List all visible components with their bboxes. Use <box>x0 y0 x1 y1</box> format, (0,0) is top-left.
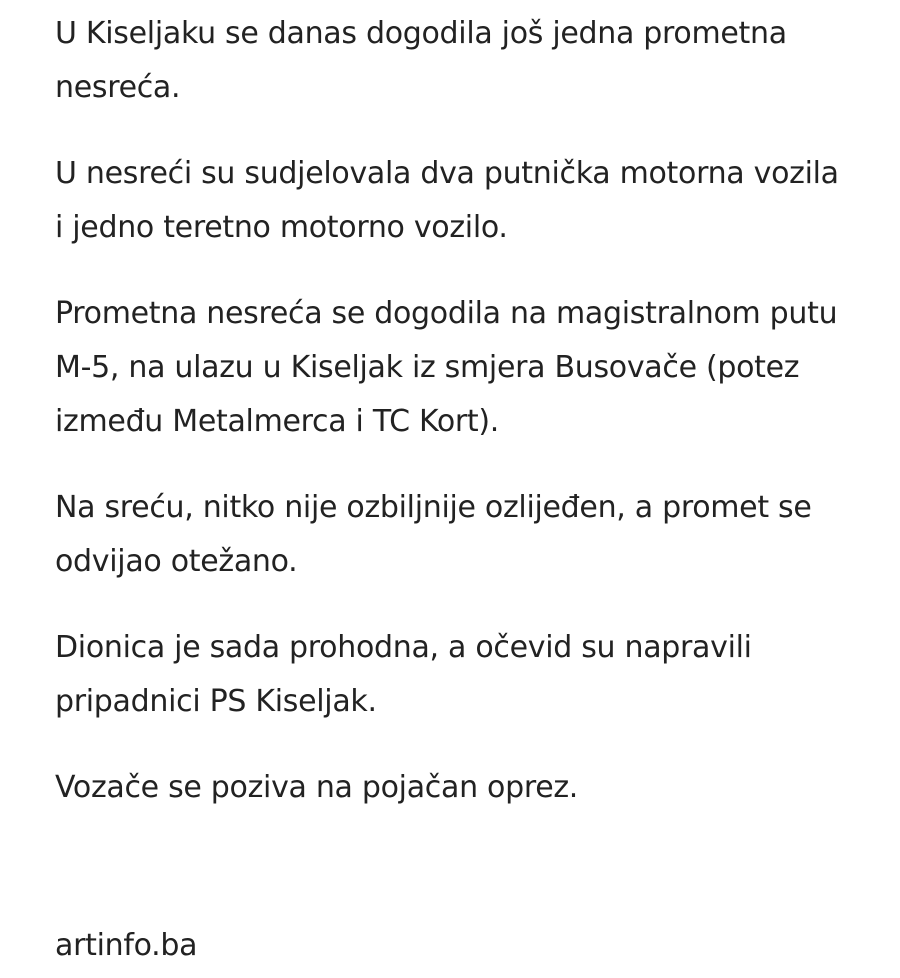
paragraph-location: Prometna nesreća se dogodila na magistralnom putu M-5, na ulazu u Kiseljak iz smjera Busovače (potez između Metalmerca i TC Kort). <box>55 296 838 439</box>
paragraph-vehicles: U nesreći su sudjelovala dva putnička motorna vozila i jedno teretno motorno vozilo. <box>55 156 839 245</box>
paragraph-caution: Vozače se poziva na pojačan oprez. <box>55 770 579 805</box>
paragraph-intro: U Kiseljaku se danas dogodila još jedna prometna nesreća. <box>55 16 787 105</box>
article-body <box>55 7 855 847</box>
source-attribution: artinfo.ba <box>55 928 198 963</box>
paragraph-injuries: Na sreću, nitko nije ozbiljnije ozlijeđen, a promet se odvijao otežano. <box>55 490 812 579</box>
paragraph-road-status: Dionica je sada prohodna, a očevid su napravili pripadnici PS Kiseljak. <box>55 630 752 719</box>
